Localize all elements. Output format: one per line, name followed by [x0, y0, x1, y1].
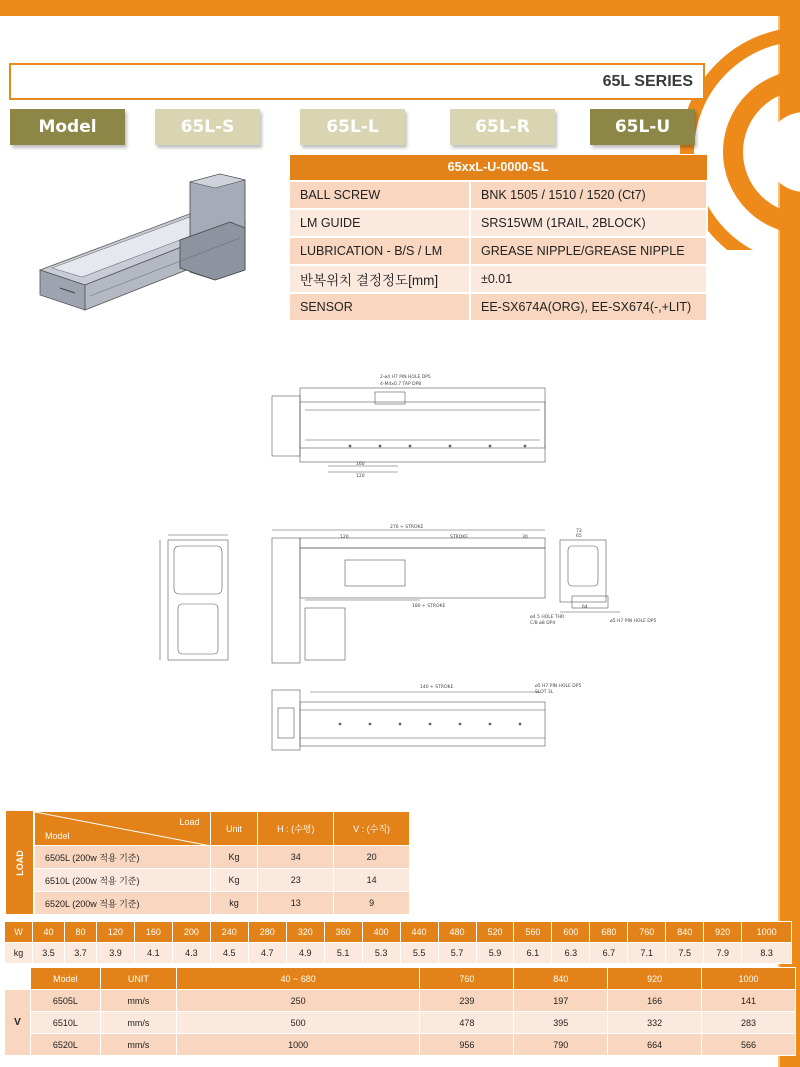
- dim-label: 65: [576, 534, 582, 539]
- weight-cell: 3.7: [64, 943, 96, 964]
- weight-cell: 5.5: [400, 943, 438, 964]
- speed-unit: mm/s: [100, 990, 176, 1012]
- header-h: H : (수평): [258, 812, 334, 846]
- spec-table: [288, 154, 708, 322]
- load-v: 20: [334, 846, 410, 869]
- speed-side-label: V: [5, 990, 31, 1056]
- stroke-cell: 600: [552, 922, 590, 943]
- spec-value: BNK 1505 / 1510 / 1520 (Ct7): [470, 181, 707, 209]
- load-unit: kg: [210, 892, 258, 915]
- tab-65l-u[interactable]: 65L-U: [590, 109, 695, 145]
- load-v: 9: [334, 892, 410, 915]
- header-model: Model: [45, 831, 70, 841]
- dim-label: STROKE: [450, 535, 469, 540]
- speed-header: 1000: [702, 968, 796, 990]
- speed-corner: [5, 968, 31, 990]
- stroke-cell: 120: [96, 922, 134, 943]
- stroke-cell: 440: [400, 922, 438, 943]
- dim-label: 180 + STROKE: [412, 604, 446, 609]
- stroke-cell: 520: [476, 922, 514, 943]
- table-row: [35, 846, 410, 869]
- speed-unit: mm/s: [100, 1012, 176, 1034]
- load-model: 6520L (200w 적용 기준): [35, 892, 211, 915]
- speed-model: 6510L: [30, 1012, 100, 1034]
- load-model: 6505L (200w 적용 기준): [35, 846, 211, 869]
- weight-cell: 6.3: [552, 943, 590, 964]
- header-v: V : (수직): [334, 812, 410, 846]
- dim-label: ø5 H7 PIN HOLE DP5: [535, 684, 582, 689]
- weight-cell: 5.3: [362, 943, 400, 964]
- load-unit: Kg: [210, 846, 258, 869]
- spec-key: LUBRICATION - B/S / LM: [289, 237, 470, 265]
- tab-model[interactable]: Model: [10, 109, 125, 145]
- load-model: 6510L (200w 적용 기준): [35, 869, 211, 892]
- spec-title: 65xxL-U-0000-SL: [289, 155, 707, 181]
- dim-label: 120: [340, 535, 349, 540]
- stroke-cell: 480: [438, 922, 476, 943]
- weight-cell: 5.1: [324, 943, 362, 964]
- table-row: [5, 1034, 796, 1056]
- dim-label: 4-M4x0.7 TAP DP8: [380, 382, 422, 387]
- speed-value: 478: [420, 1012, 514, 1034]
- speed-table: [4, 967, 796, 1056]
- dim-label: ø5 H7 PIN HOLE DP5: [610, 619, 657, 624]
- weight-cell: 3.5: [33, 943, 65, 964]
- tab-65l-s[interactable]: 65L-S: [155, 109, 260, 145]
- speed-value: 956: [420, 1034, 514, 1056]
- load-side-label: [6, 811, 33, 914]
- spec-value: GREASE NIPPLE/GREASE NIPPLE: [470, 237, 707, 265]
- dim-label: SLOT 3L: [535, 690, 554, 695]
- header-load: Load: [179, 817, 200, 827]
- load-table: [34, 811, 410, 915]
- tab-65l-l[interactable]: 65L-L: [300, 109, 405, 145]
- stroke-cell: 560: [514, 922, 552, 943]
- stroke-cell: 840: [666, 922, 704, 943]
- weight-cell: 3.9: [96, 943, 134, 964]
- spec-row: [289, 265, 707, 293]
- speed-header-model: Model: [30, 968, 100, 990]
- stroke-cell: 920: [704, 922, 742, 943]
- speed-value: 283: [702, 1012, 796, 1034]
- stroke-cell: 160: [134, 922, 172, 943]
- speed-header: 760: [420, 968, 514, 990]
- dim-label: 160: [356, 462, 365, 467]
- load-side-text: LOAD: [14, 849, 25, 876]
- dim-label: C/B ø8 DP4: [530, 621, 556, 626]
- speed-header-unit: UNIT: [100, 968, 176, 990]
- stroke-cell: 200: [172, 922, 210, 943]
- load-unit: Kg: [210, 869, 258, 892]
- dim-label: 64: [582, 605, 588, 610]
- stroke-cell: 1000: [742, 922, 792, 943]
- speed-value: 166: [608, 990, 702, 1012]
- weight-cell: 4.7: [248, 943, 286, 964]
- speed-header: 40 ~ 680: [176, 968, 420, 990]
- spec-value: EE-SX674A(ORG), EE-SX674(-,+LIT): [470, 293, 707, 321]
- weight-cell: 6.1: [514, 943, 552, 964]
- speed-value: 332: [608, 1012, 702, 1034]
- weight-w-label: W: [5, 922, 33, 943]
- spec-value: SRS15WM (1RAIL, 2BLOCK): [470, 209, 707, 237]
- speed-value: 395: [514, 1012, 608, 1034]
- load-v: 14: [334, 869, 410, 892]
- dim-label: 140 + STROKE: [420, 685, 454, 690]
- speed-value: 664: [608, 1034, 702, 1056]
- spec-row: [289, 293, 707, 321]
- dim-label: 120: [356, 474, 365, 479]
- stroke-cell: 40: [33, 922, 65, 943]
- load-h: 13: [258, 892, 334, 915]
- dim-label: ø4.5 HOLE THR: [530, 615, 565, 620]
- speed-header: 840: [514, 968, 608, 990]
- spec-value: ±0.01: [470, 265, 707, 293]
- series-title: 65L SERIES: [602, 73, 693, 90]
- weight-cell: 4.9: [286, 943, 324, 964]
- speed-header: 920: [608, 968, 702, 990]
- weight-kg-label: kg: [5, 943, 33, 964]
- weight-cell: 7.1: [628, 943, 666, 964]
- stroke-cell: 680: [590, 922, 628, 943]
- table-row: [35, 869, 410, 892]
- speed-value: 1000: [176, 1034, 420, 1056]
- spec-key: BALL SCREW: [289, 181, 470, 209]
- stroke-cell: 360: [324, 922, 362, 943]
- speed-model: 6505L: [30, 990, 100, 1012]
- stroke-cell: 400: [362, 922, 400, 943]
- weight-table: [4, 921, 792, 964]
- speed-value: 500: [176, 1012, 420, 1034]
- stroke-cell: 320: [286, 922, 324, 943]
- dim-label: 73: [576, 529, 582, 534]
- dim-label: 30: [522, 535, 528, 540]
- technical-drawing: [150, 360, 670, 780]
- weight-cell: 7.9: [704, 943, 742, 964]
- table-row: [5, 1012, 796, 1034]
- speed-value: 566: [702, 1034, 796, 1056]
- speed-value: 250: [176, 990, 420, 1012]
- speed-value: 239: [420, 990, 514, 1012]
- speed-unit: mm/s: [100, 1034, 176, 1056]
- table-row: [35, 892, 410, 915]
- load-h: 23: [258, 869, 334, 892]
- header-unit: Unit: [210, 812, 258, 846]
- speed-value: 141: [702, 990, 796, 1012]
- weight-cell: 5.9: [476, 943, 514, 964]
- weight-cell: 4.1: [134, 943, 172, 964]
- spec-row: [289, 237, 707, 265]
- spec-key: 반복위치 결정정도[mm]: [289, 265, 470, 293]
- speed-value: 197: [514, 990, 608, 1012]
- spec-row: [289, 181, 707, 209]
- load-header-diagonal: [35, 812, 211, 846]
- weight-cell: 8.3: [742, 943, 792, 964]
- tab-65l-r[interactable]: 65L-R: [450, 109, 555, 145]
- stroke-cell: 240: [210, 922, 248, 943]
- product-image: [30, 170, 280, 320]
- stroke-cell: 760: [628, 922, 666, 943]
- table-row: [5, 990, 796, 1012]
- stroke-cell: 80: [64, 922, 96, 943]
- load-h: 34: [258, 846, 334, 869]
- series-header-bar: [9, 63, 705, 100]
- weight-cell: 4.5: [210, 943, 248, 964]
- dim-label: 276 + STROKE: [390, 525, 424, 530]
- dim-label: 2-ø4 H7 PIN HOLE DP5: [380, 375, 431, 380]
- weight-cell: 5.7: [438, 943, 476, 964]
- stroke-cell: 280: [248, 922, 286, 943]
- weight-cell: 4.3: [172, 943, 210, 964]
- weight-cell: 6.7: [590, 943, 628, 964]
- spec-key: SENSOR: [289, 293, 470, 321]
- table-row: [5, 943, 792, 964]
- speed-value: 790: [514, 1034, 608, 1056]
- spec-key: LM GUIDE: [289, 209, 470, 237]
- spec-row: [289, 209, 707, 237]
- weight-cell: 7.5: [666, 943, 704, 964]
- speed-model: 6520L: [30, 1034, 100, 1056]
